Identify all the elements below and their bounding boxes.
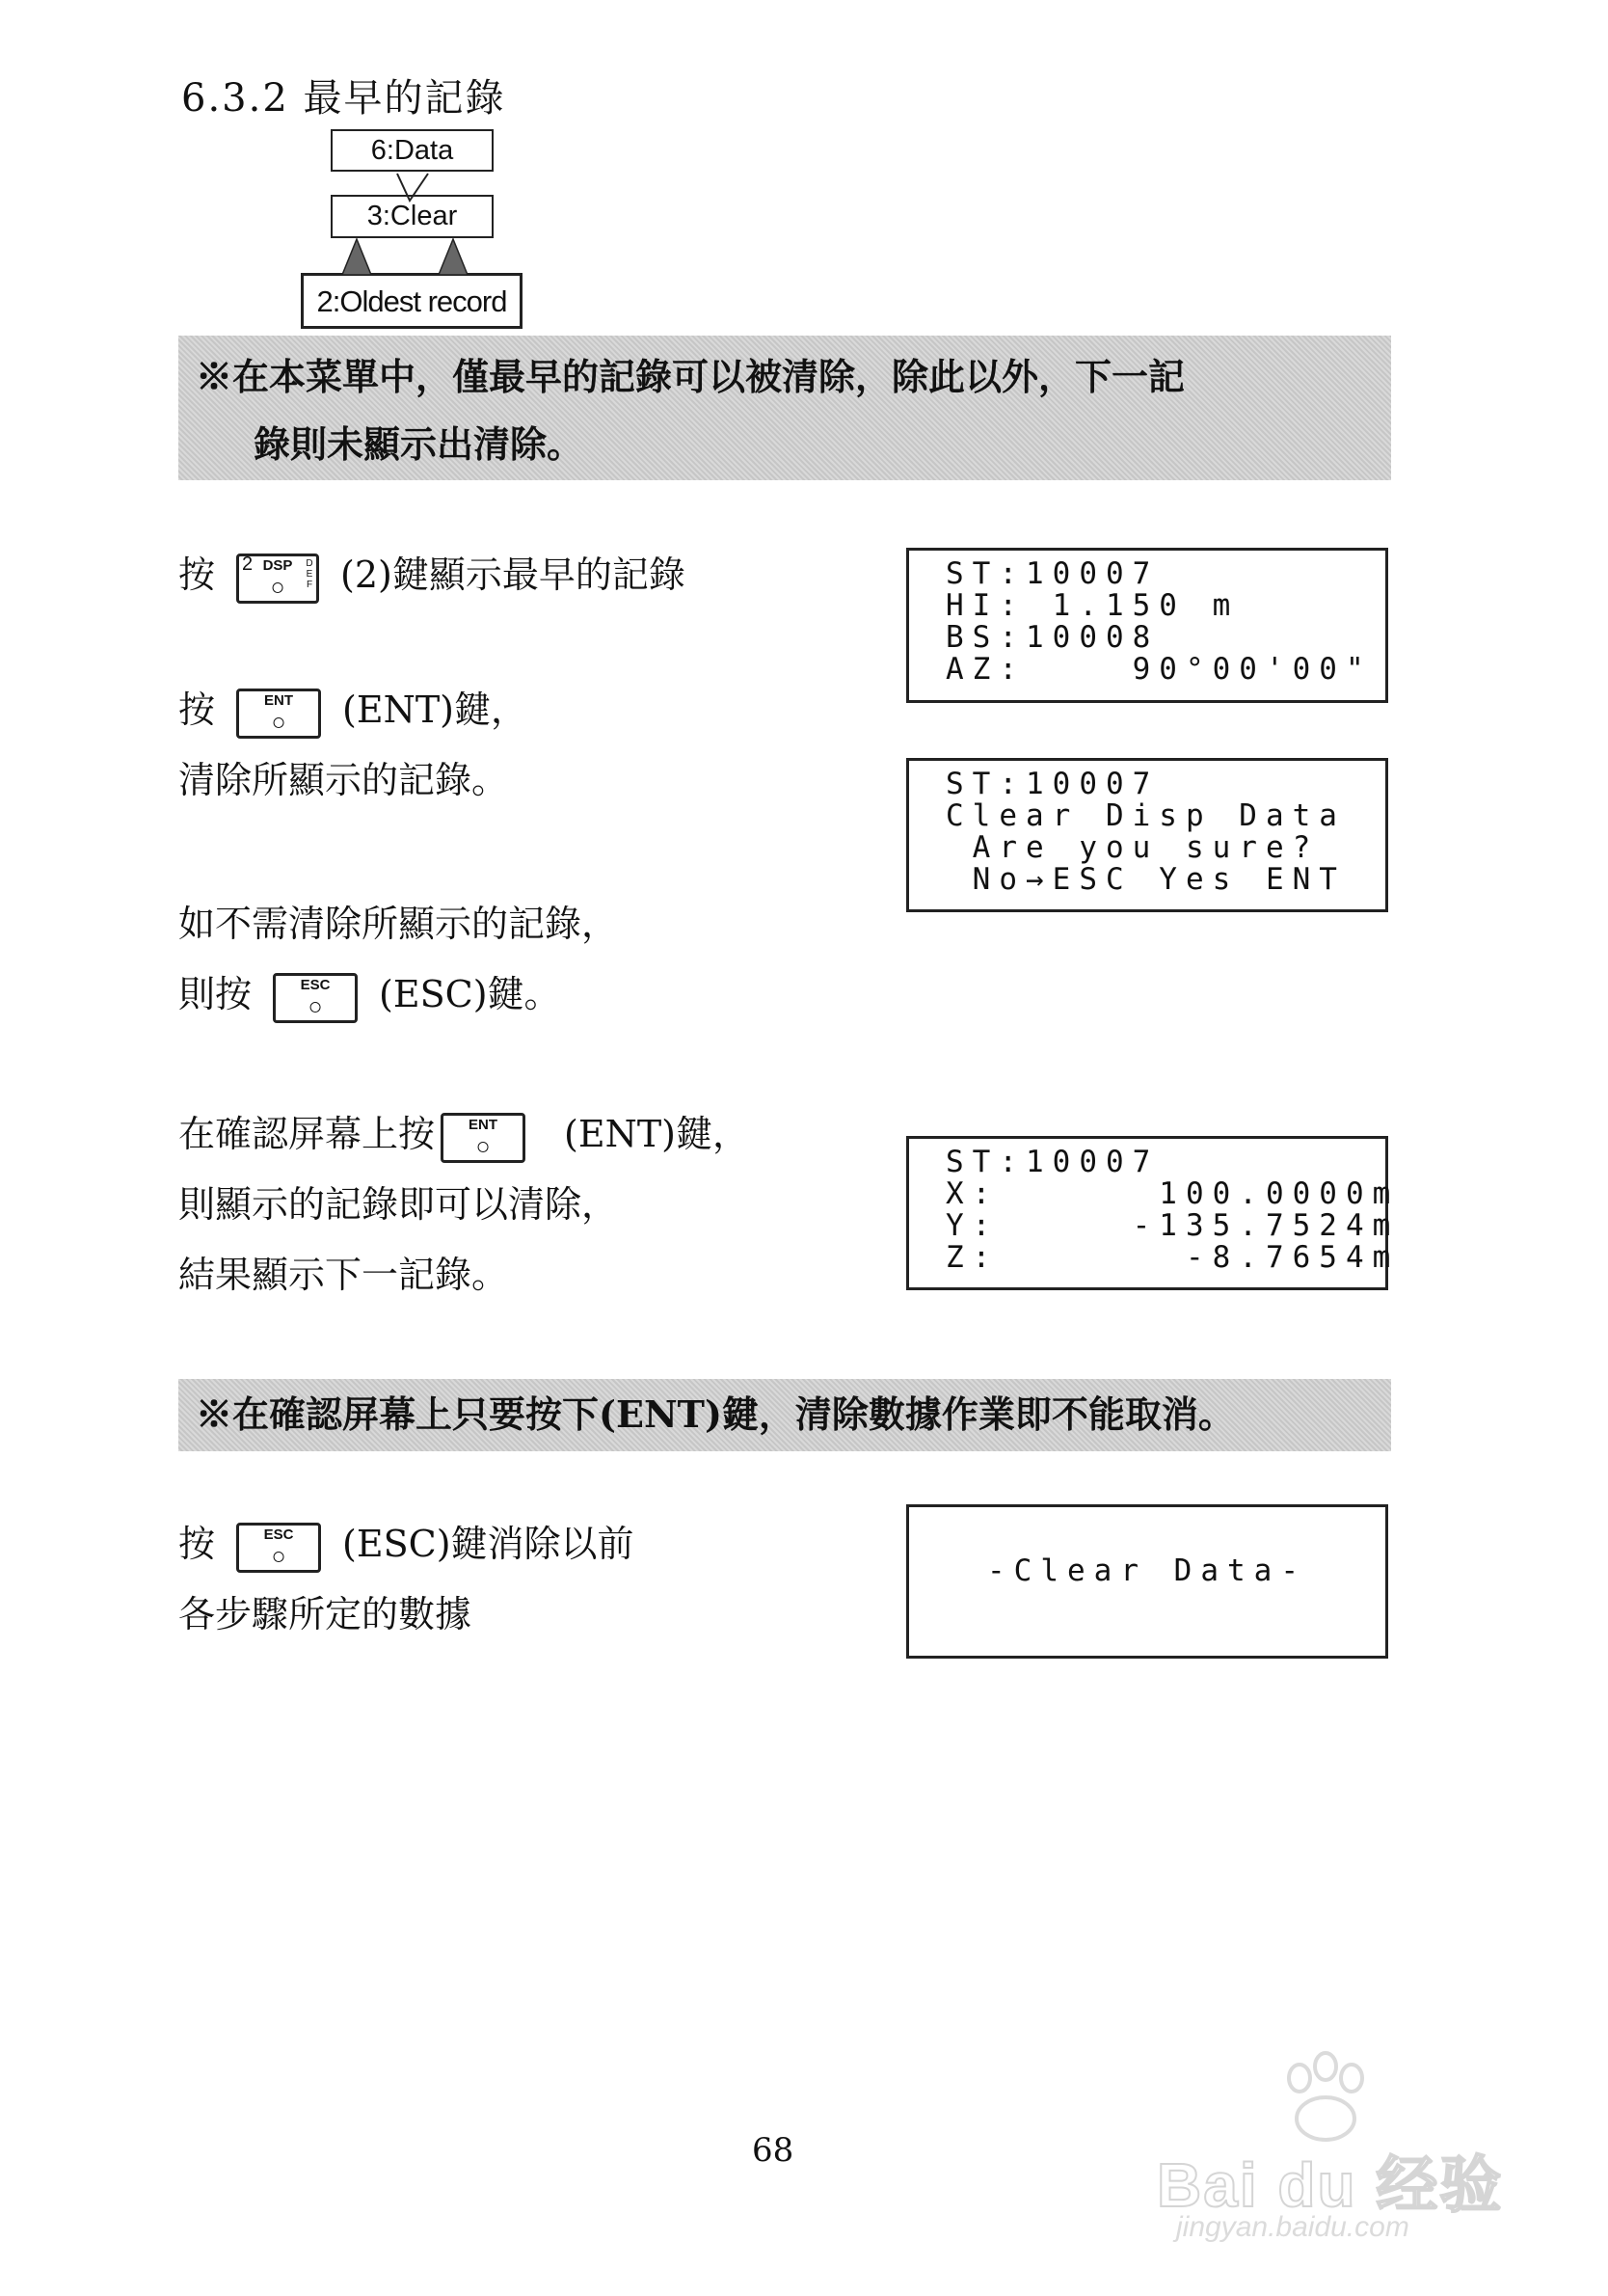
step-press-ent	[178, 675, 527, 816]
lcd-line: -Clear Data-	[987, 1553, 1307, 1588]
menu-item-oldest-record: 2:Oldest record	[301, 273, 523, 329]
step-confirm-ent	[178, 1099, 749, 1310]
lcd-line: Y: -135.7524m	[946, 1208, 1400, 1243]
note-oldest-record-only	[178, 336, 1391, 480]
step-text: 在確認屏幕上按	[178, 1113, 436, 1155]
lcd-screen-next-record	[906, 1136, 1400, 1290]
key-label: ESC	[263, 1526, 294, 1543]
step-text: 按	[178, 1523, 216, 1565]
note-line: ※在本菜單中，僅最早的記錄可以被清除，除此以外，下一記	[196, 355, 1186, 398]
key-label: ENT	[469, 1116, 498, 1133]
lcd-line: BS:10008	[946, 620, 1160, 655]
note-line: 錄則未顯示出清除。	[254, 422, 584, 466]
step-text: (2)鍵顯示最早的記錄	[340, 554, 685, 596]
watermark-url: jingyan.baidu.com	[1176, 2211, 1409, 2243]
key-label: 2	[242, 553, 254, 575]
page-number: 68	[752, 2131, 794, 2170]
menu-item-clear: 3:Clear	[331, 195, 494, 238]
baidu-watermark	[1138, 2049, 1523, 2242]
lcd-line: HI: 1.150 m	[946, 588, 1240, 623]
step-exit-esc	[178, 1509, 634, 1650]
key-label: D E F	[306, 557, 313, 590]
ent-key	[236, 689, 321, 739]
step-cancel-esc	[178, 889, 618, 1030]
lcd-line: Clear Disp Data	[946, 798, 1346, 833]
step-text: 按	[178, 554, 216, 596]
lcd-line: Z: -8.7654m	[946, 1240, 1400, 1275]
dsp-key	[236, 554, 319, 604]
key-circle: ○	[270, 573, 285, 601]
lcd-line: Are you sure?	[946, 830, 1320, 865]
key-circle: ○	[271, 1542, 286, 1570]
key-circle: ○	[475, 1132, 491, 1160]
menu-flow-connectors	[289, 164, 540, 280]
key-circle: ○	[271, 708, 286, 736]
key-circle: ○	[308, 992, 323, 1020]
note-line: ※在確認屏幕上只要按下(ENT)鍵，清除數據作業即不能取消。	[196, 1392, 1235, 1436]
step-text: (ESC)鍵。	[379, 973, 561, 1015]
step-text: 則按	[178, 973, 253, 1015]
note-ent-irreversible	[178, 1379, 1391, 1451]
key-label: DSP	[262, 556, 293, 574]
lcd-screen-confirm	[906, 758, 1388, 912]
key-label: ENT	[264, 691, 294, 709]
paw-icon	[1273, 2049, 1379, 2146]
esc-key	[236, 1523, 321, 1573]
step-text: 清除所顯示的記錄。	[178, 759, 509, 801]
lcd-line: AZ: 90°00'00"	[946, 652, 1373, 687]
ent-key	[441, 1113, 525, 1163]
step-text: 按	[178, 689, 216, 731]
lcd-line: No→ESC Yes ENT	[946, 862, 1346, 897]
lcd-screen-clear-data-menu	[906, 1504, 1388, 1659]
step-show-oldest	[178, 540, 685, 610]
step-text: 如不需清除所顯示的記錄，	[178, 903, 619, 945]
step-text: 則顯示的記錄即可以清除，	[178, 1183, 619, 1226]
menu-item-data: 6:Data	[331, 129, 494, 172]
lcd-line: ST:10007	[946, 767, 1160, 801]
key-label: ESC	[300, 976, 331, 993]
section-title: 6.3.2 最早的記錄	[181, 76, 506, 121]
esc-key	[273, 973, 358, 1023]
step-text: (ENT)鍵，	[564, 1113, 750, 1155]
step-text: (ESC)鍵消除以前	[342, 1523, 634, 1565]
lcd-line: ST:10007	[946, 1145, 1160, 1179]
lcd-screen-oldest-record	[906, 548, 1388, 703]
lcd-line: X: 100.0000m	[946, 1176, 1400, 1211]
step-text: 結果顯示下一記錄。	[178, 1254, 509, 1296]
step-text: 各步驟所定的數據	[178, 1593, 472, 1635]
step-text: (ENT)鍵，	[342, 689, 528, 731]
lcd-line: ST:10007	[946, 556, 1160, 591]
watermark-brand: Bai du 经验	[1157, 2150, 1504, 2220]
